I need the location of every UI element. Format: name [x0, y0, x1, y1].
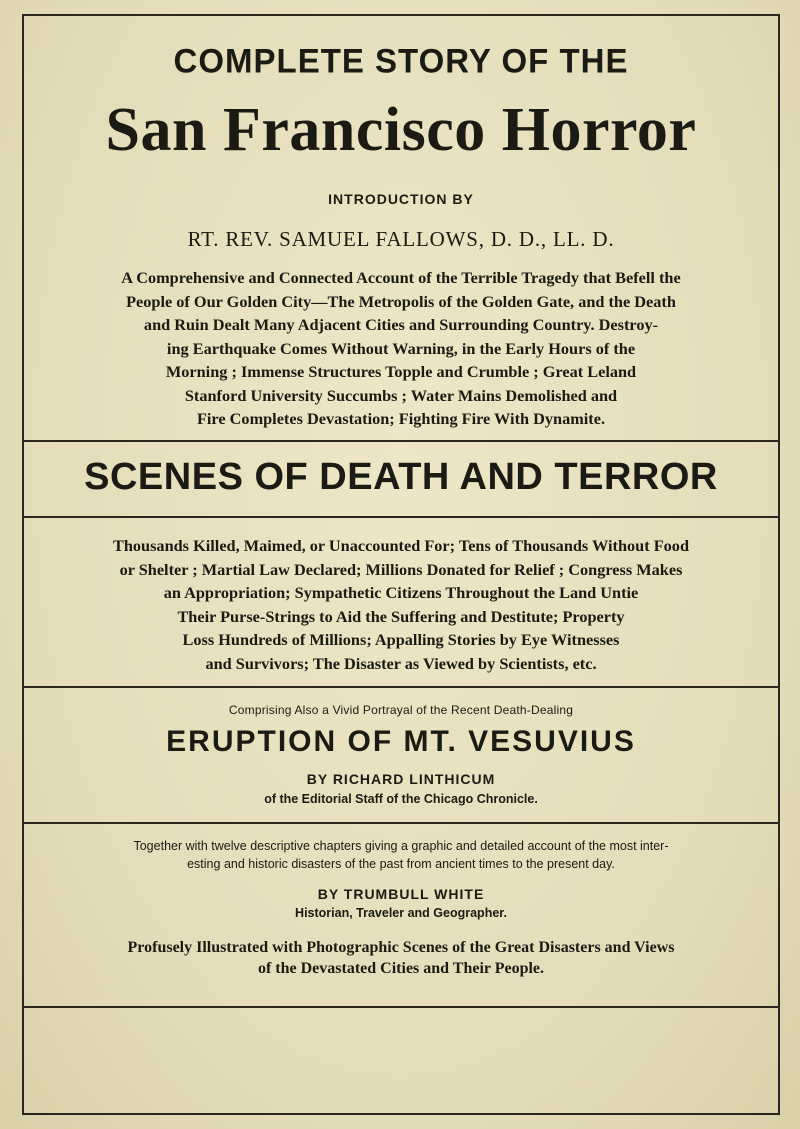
appendix-line: Together with twelve descriptive chapters giving a graphic and detailed account of the most inter-	[133, 839, 669, 853]
white-byline: BY TRUMBULL WHITE	[317, 886, 485, 902]
scenes-heading: SCENES OF DEATH AND TERROR	[84, 456, 718, 498]
main-title: San Francisco Horror	[105, 96, 697, 164]
scenes-line: Loss Hundreds of Millions; Appalling Stories by Eye Witnesses	[182, 630, 620, 649]
divider	[22, 822, 780, 824]
intro-label: INTRODUCTION BY	[328, 191, 474, 207]
scenes-line: and Survivors; The Disaster as Viewed by Scientists, etc.	[205, 653, 597, 673]
description-line: and Ruin Dealt Many Adjacent Cities and Surrounding Country. Destroy-	[143, 315, 659, 334]
divider	[22, 1006, 780, 1008]
divider	[22, 440, 780, 442]
scenes-line: Their Purse-Strings to Aid the Suffering and Destitute; Property	[177, 606, 625, 626]
scenes-line: Thousands Killed, Maimed, or Unaccounted For; Tens of Thousands Without Food	[112, 536, 689, 555]
linthicum-byline: BY RICHARD LINTHICUM	[306, 771, 496, 787]
description-line: Fire Completes Devastation; Fighting Fire With Dynamite.	[196, 409, 606, 428]
divider	[22, 686, 780, 688]
scenes-paragraph	[30, 534, 772, 675]
description-line: People of Our Golden City—The Metropolis of the Golden Gate, and the Death	[126, 291, 676, 311]
illustrated-note	[30, 937, 772, 979]
illustrated-line: Profusely Illustrated with Photographic Scenes of the Great Disasters and Views	[127, 939, 675, 956]
description-paragraph	[30, 266, 772, 431]
comprising-note: Comprising Also a Vivid Portrayal of the Recent Death-Dealing	[228, 703, 574, 717]
appendix-line: esting and historic disasters of the past from ancient times to the present day.	[187, 857, 615, 871]
scenes-line: an Appropriation; Sympathetic Citizens Throughout the Land Untie	[163, 583, 639, 602]
description-line: A Comprehensive and Connected Account of the Terrible Tragedy that Befell the	[121, 268, 681, 287]
description-line: Morning ; Immense Structures Topple and Crumble ; Great Leland	[165, 362, 637, 381]
white-credentials: Historian, Traveler and Geographer.	[295, 906, 507, 920]
scenes-line: or Shelter ; Martial Law Declared; Millions Donated for Relief ; Congress Makes	[119, 559, 683, 579]
introducer-name: RT. REV. SAMUEL FALLOWS, D. D., LL. D.	[187, 227, 615, 251]
appendix-paragraph	[30, 837, 772, 873]
description-line: Stanford University Succumbs ; Water Mains Demolished and	[184, 385, 618, 405]
description-line: ing Earthquake Comes Without Warning, in the Early Hours of the	[166, 338, 636, 358]
linthicum-affiliation: of the Editorial Staff of the Chicago Chronicle.	[264, 792, 538, 806]
top-line: COMPLETE STORY OF THE	[173, 41, 629, 80]
vesuvius-title: ERUPTION OF MT. VESUVIUS	[166, 725, 636, 758]
divider	[22, 516, 780, 518]
illustrated-line: of the Devastated Cities and Their People.	[257, 960, 545, 977]
